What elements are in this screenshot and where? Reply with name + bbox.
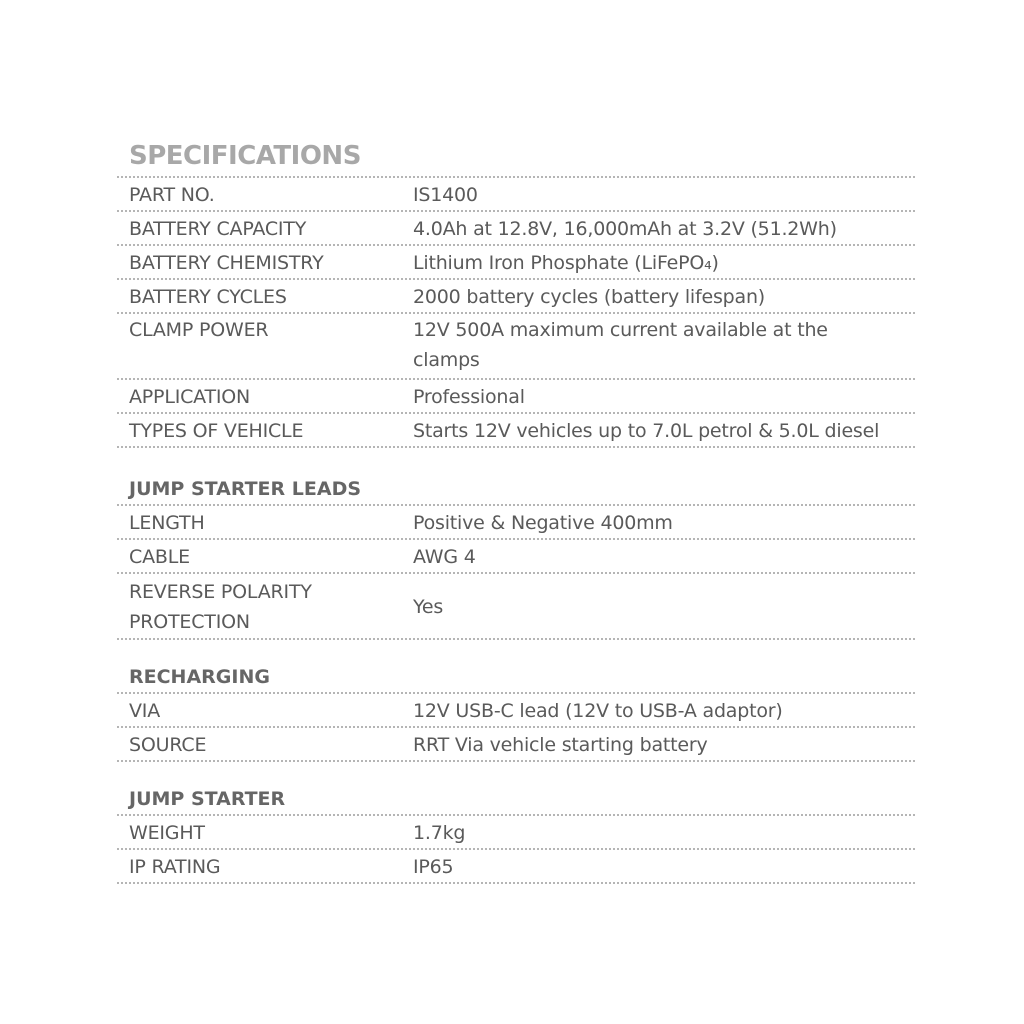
- spec-value: Lithium Iron Phosphate (LiFePO₄): [413, 251, 719, 274]
- spec-label: PART NO.: [129, 183, 215, 206]
- spec-value: Positive & Negative 400mm: [413, 511, 673, 534]
- spec-value: 2000 battery cycles (battery lifespan): [413, 285, 766, 308]
- spec-row-reverse-polarity: [117, 574, 915, 640]
- spec-row-battery-capacity: [117, 212, 915, 246]
- spec-value: 1.7kg: [413, 821, 466, 844]
- spec-row-cable: [117, 540, 915, 574]
- spec-row-types-of-vehicle: [117, 414, 915, 448]
- specifications-sheet: [117, 138, 915, 884]
- section-heading-leads: JUMP STARTER LEADS: [117, 448, 915, 506]
- spec-label: CLAMP POWER: [129, 319, 269, 341]
- spec-row-length: [117, 506, 915, 540]
- spec-row-battery-cycles: [117, 280, 915, 314]
- spec-label: APPLICATION: [129, 385, 251, 408]
- spec-label: BATTERY CAPACITY: [129, 217, 307, 240]
- spec-value: 12V 500A maximum current available at the clamps: [413, 319, 828, 371]
- spec-label: WEIGHT: [129, 821, 205, 844]
- spec-row-part-no: [117, 178, 915, 212]
- spec-label: TYPES OF VEHICLE: [129, 419, 304, 442]
- spec-row-ip-rating: [117, 850, 915, 884]
- spec-value: Yes: [413, 595, 444, 618]
- spec-value: IS1400: [413, 183, 478, 206]
- spec-row-via: [117, 694, 915, 728]
- spec-label: IP RATING: [129, 855, 221, 878]
- spec-value: Professional: [413, 385, 525, 408]
- spec-label: LENGTH: [129, 511, 205, 534]
- spec-row-application: [117, 380, 915, 414]
- spec-label: REVERSE POLARITY PROTECTION: [129, 580, 312, 633]
- spec-value: RRT Via vehicle starting battery: [413, 733, 708, 756]
- spec-row-battery-chemistry: [117, 246, 915, 280]
- spec-row-clamp-power: [117, 314, 915, 380]
- spec-label: BATTERY CHEMISTRY: [129, 251, 324, 274]
- spec-label: SOURCE: [129, 733, 207, 756]
- spec-value: Starts 12V vehicles up to 7.0L petrol & 5.0L diesel: [413, 419, 880, 442]
- spec-value: 4.0Ah at 12.8V, 16,000mAh at 3.2V (51.2Wh): [413, 217, 837, 240]
- spec-row-weight: [117, 816, 915, 850]
- spec-label: CABLE: [129, 545, 190, 568]
- spec-value: 12V USB-C lead (12V to USB-A adaptor): [413, 699, 783, 722]
- spec-row-source: [117, 728, 915, 762]
- section-heading-recharging: RECHARGING: [117, 640, 915, 694]
- spec-value: IP65: [413, 855, 454, 878]
- spec-value: AWG 4: [413, 545, 476, 568]
- page-title: SPECIFICATIONS: [117, 138, 915, 178]
- spec-label: BATTERY CYCLES: [129, 285, 287, 308]
- section-heading-jump-starter: JUMP STARTER: [117, 762, 915, 816]
- spec-label: VIA: [129, 699, 160, 722]
